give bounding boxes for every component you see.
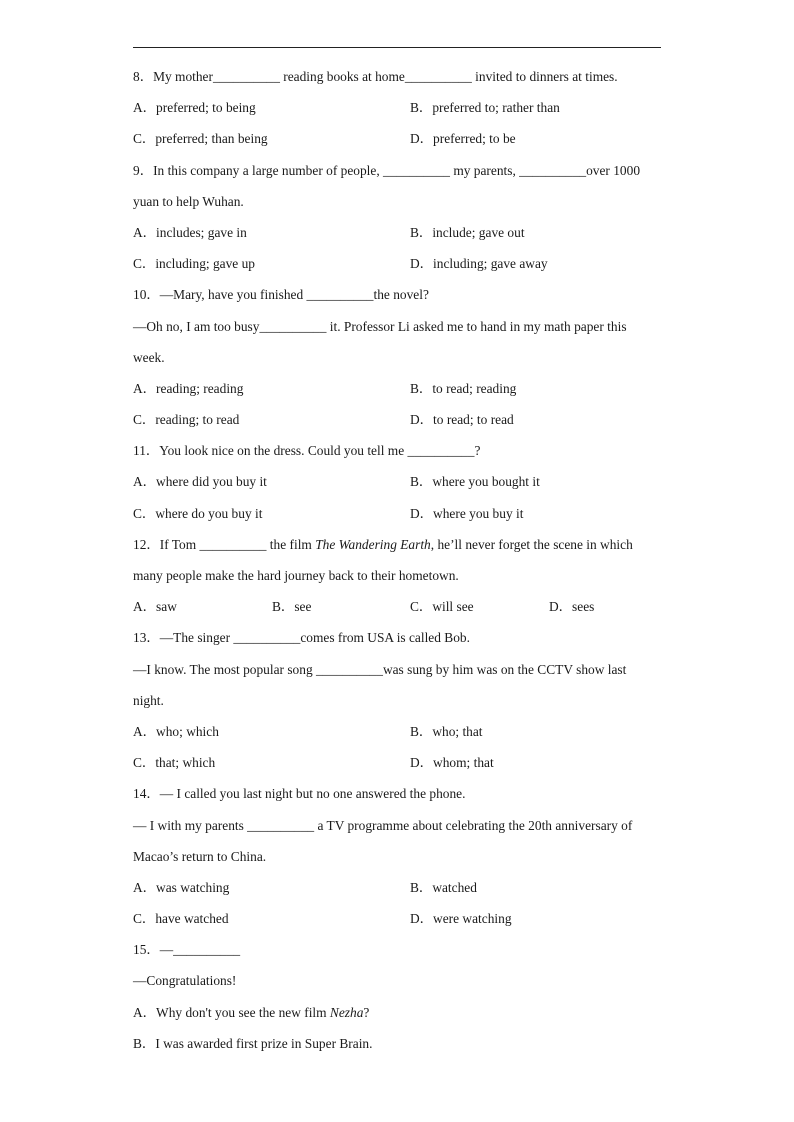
question-15: [133, 934, 661, 1059]
option-a: A．saw: [133, 599, 177, 615]
options-row: [133, 373, 661, 404]
question-text: 13．—The singer __________comes from USA is called Bob.: [133, 630, 470, 646]
option-b: B．where you bought it: [410, 474, 540, 490]
option-b: B．who; that: [410, 723, 483, 739]
option-c: C．where do you buy it: [133, 505, 263, 521]
question-text: 8．My mother__________ reading books at home__________ invited to dinners at times.: [133, 69, 618, 84]
option-d: D．sees: [549, 599, 595, 615]
question-text: 15．—__________: [133, 942, 241, 958]
option-a: A．reading; reading: [133, 380, 244, 396]
question-12: [133, 529, 661, 623]
options-row: [133, 498, 661, 529]
question-text: yuan to help Wuhan.: [133, 193, 244, 209]
question-11: [133, 435, 661, 529]
option-a-start: A．Why don't you see the new film: [133, 1004, 330, 1020]
question-text: 10．—Mary, have you finished __________the novel?: [133, 287, 429, 303]
option-d: D．whom; that: [410, 755, 494, 771]
question-text: —Oh no, I am too busy__________ it. Professor Li asked me to hand in my math paper this: [133, 318, 627, 334]
options-row: [133, 404, 661, 435]
option-b: B．watched: [410, 879, 477, 895]
option-a: A．where did you buy it: [133, 474, 267, 490]
question-text-end: , he’ll never forget the scene in which: [430, 536, 633, 552]
options-row: [133, 716, 661, 747]
option-c: C．that; which: [133, 755, 216, 771]
option-a: A．was watching: [133, 879, 230, 895]
option-b: B．preferred to; rather than: [410, 100, 560, 116]
question-text: 11．You look nice on the dress. Could you tell me __________?: [133, 443, 481, 459]
question-14: [133, 778, 661, 934]
question-text: — I with my parents __________ a TV programme about celebrating the 20th anniversary of: [133, 817, 633, 833]
options-row: [133, 466, 661, 497]
film-title: Nezha: [329, 1004, 364, 1020]
option-d: D．preferred; to be: [410, 131, 516, 147]
option-c: C．reading; to read: [133, 412, 240, 428]
option-a: [133, 997, 661, 1028]
option-a: A．preferred; to being: [133, 100, 256, 116]
option-a-end: ?: [363, 1004, 370, 1020]
question-text: night.: [133, 692, 164, 708]
option-c: C．will see: [410, 599, 474, 615]
options-row: [133, 92, 661, 123]
options-row: [133, 591, 661, 622]
question-text-start: 12．If Tom __________ the film: [133, 536, 316, 552]
header-rule: [133, 47, 661, 48]
question-9: [133, 155, 661, 280]
question-10: [133, 279, 661, 435]
question-text: week.: [133, 349, 165, 365]
option-c: C．have watched: [133, 911, 229, 927]
options-row: [133, 248, 661, 279]
option-a: A．who; which: [133, 723, 219, 739]
option-d: D．were watching: [410, 911, 512, 927]
film-title: The Wandering Earth: [315, 536, 431, 552]
option-a: A．includes; gave in: [133, 224, 247, 240]
option-b: B．include; gave out: [410, 224, 525, 240]
options-row: [133, 747, 661, 778]
options-row: [133, 123, 661, 154]
options-row: [133, 903, 661, 934]
options-row: [133, 872, 661, 903]
option-b: B．to read; reading: [410, 380, 517, 396]
question-text: Macao’s return to China.: [133, 848, 267, 864]
question-text: [133, 529, 661, 560]
question-text: many people make the hard journey back to their hometown.: [133, 568, 459, 583]
question-text: 14．— I called you last night but no one answered the phone.: [133, 786, 466, 802]
option-d: D．where you buy it: [410, 505, 524, 521]
options-row: [133, 217, 661, 248]
question-text: —I know. The most popular song __________was sung by him was on the CCTV show last: [133, 661, 627, 677]
option-c: C．including; gave up: [133, 256, 255, 272]
question-text: —Congratulations!: [133, 973, 237, 989]
question-text: 9．In this company a large number of people, __________ my parents, __________over 1000: [133, 162, 641, 178]
option-d: D．to read; to read: [410, 412, 514, 428]
question-8: [133, 61, 661, 155]
question-sheet: [133, 61, 661, 1059]
option-d: D．including; gave away: [410, 256, 548, 272]
option-b: B．I was awarded first prize in Super Brain.: [133, 1035, 373, 1051]
option-b: B．see: [272, 599, 312, 615]
option-c: C．preferred; than being: [133, 131, 268, 147]
question-13: [133, 622, 661, 778]
